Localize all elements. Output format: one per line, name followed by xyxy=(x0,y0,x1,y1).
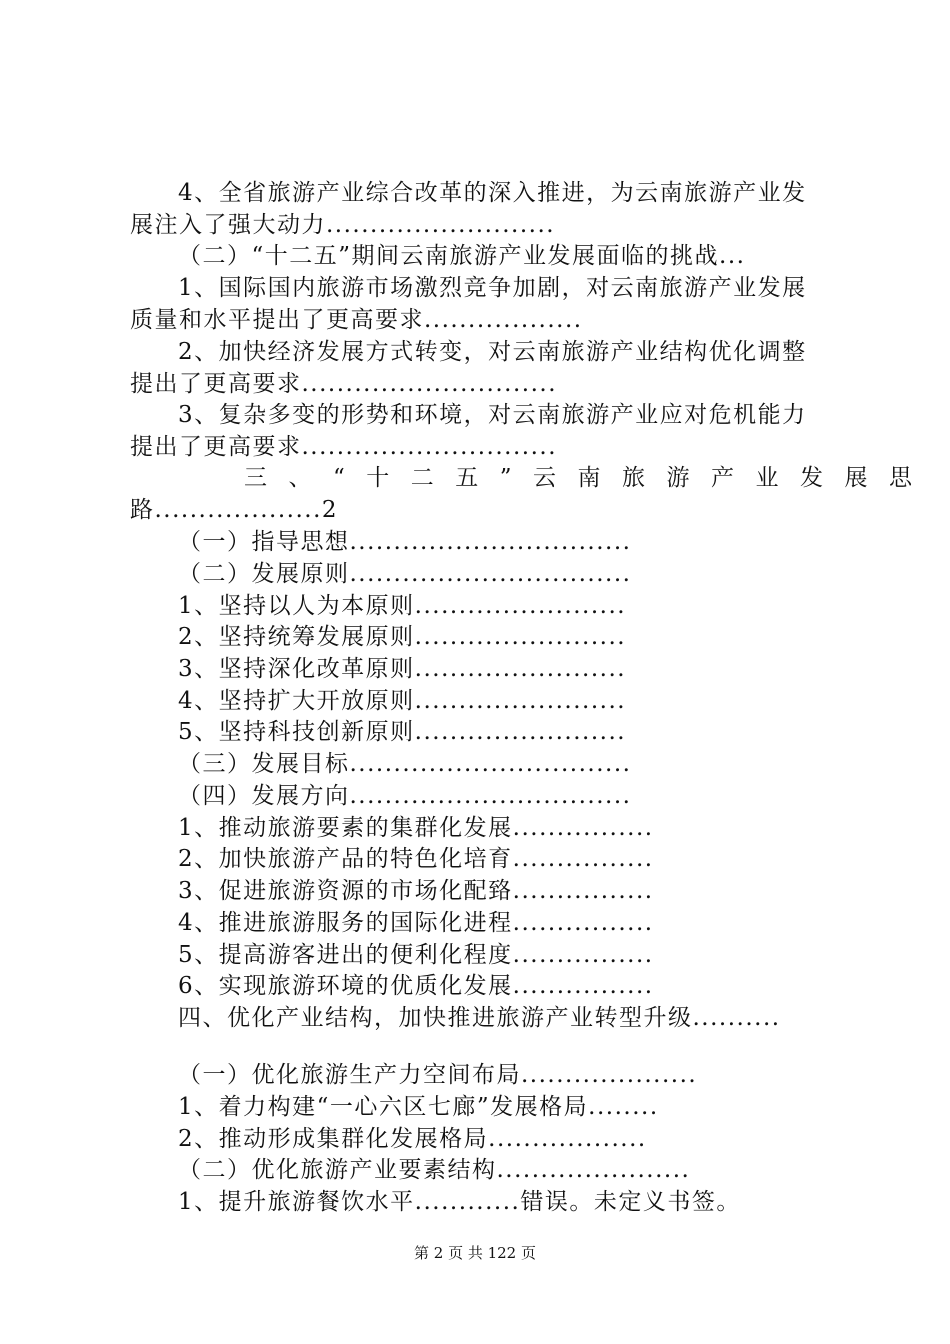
toc-line: 1、提升旅游餐饮水平............错误。未定义书签。 xyxy=(178,1189,741,1215)
toc-line: 6、实现旅游环境的优质化发展................ xyxy=(178,973,654,999)
toc-line: 3、坚持深化改革原则........................ xyxy=(178,656,627,682)
toc-line: 2、加快经济发展方式转变，对云南旅游产业结构优化调整 xyxy=(178,339,807,365)
toc-line: （一）优化旅游生产力空间布局.................... xyxy=(178,1062,698,1088)
toc-line: 5、提高游客进出的便利化程度................ xyxy=(178,942,654,968)
toc-line: 1、国际国内旅游市场激烈竞争加剧，对云南旅游产业发展 xyxy=(178,275,807,301)
toc-line: 质量和水平提出了更高要求.................. xyxy=(130,307,583,333)
toc-line: 路...................2 xyxy=(130,497,339,523)
toc-line: 2、加快旅游产品的特色化培育................ xyxy=(178,846,654,872)
toc-line: 四、优化产业结构，加快推进旅游产业转型升级.......... xyxy=(178,1005,781,1031)
page-footer: 第 2 页 共 122 页 xyxy=(413,1244,536,1262)
toc-line: 2、推动形成集群化发展格局.................. xyxy=(178,1126,647,1152)
toc-line: 5、坚持科技创新原则........................ xyxy=(178,719,627,745)
toc-line: 4、全省旅游产业综合改革的深入推进，为云南旅游产业发 xyxy=(178,180,807,206)
toc-line: 1、推动旅游要素的集群化发展................ xyxy=(178,815,654,841)
toc-line: （三）发展目标................................ xyxy=(178,751,632,777)
toc-line: 4、推进旅游服务的国际化进程................ xyxy=(178,910,654,936)
toc-line: 提出了更高要求............................. xyxy=(130,371,558,397)
toc-heading-line: 三、“十二五”云南旅游产业发展思 xyxy=(244,465,934,491)
toc-line: （二）发展原则................................ xyxy=(178,561,632,587)
toc-line: 展注入了强大动力.......................... xyxy=(130,212,556,238)
toc-line: （二）优化旅游产业要素结构...................... xyxy=(178,1157,691,1183)
toc-line: 3、促进旅游资源的市场化配臵................ xyxy=(178,878,654,904)
toc-line: 1、坚持以人为本原则........................ xyxy=(178,593,627,619)
toc-line: 3、复杂多变的形势和环境，对云南旅游产业应对危机能力 xyxy=(178,402,807,428)
toc-line: 提出了更高要求............................. xyxy=(130,434,558,460)
toc-line: 2、坚持统筹发展原则........................ xyxy=(178,624,627,650)
toc-line: （一）指导思想................................ xyxy=(178,529,632,555)
toc-line: （四）发展方向................................ xyxy=(178,783,632,809)
toc-line: 4、坚持扩大开放原则........................ xyxy=(178,688,627,714)
toc-line: （二）“十二五”期间云南旅游产业发展面临的挑战... xyxy=(178,243,746,269)
toc-line: 1、着力构建“一心六区七廊”发展格局........ xyxy=(178,1094,659,1120)
